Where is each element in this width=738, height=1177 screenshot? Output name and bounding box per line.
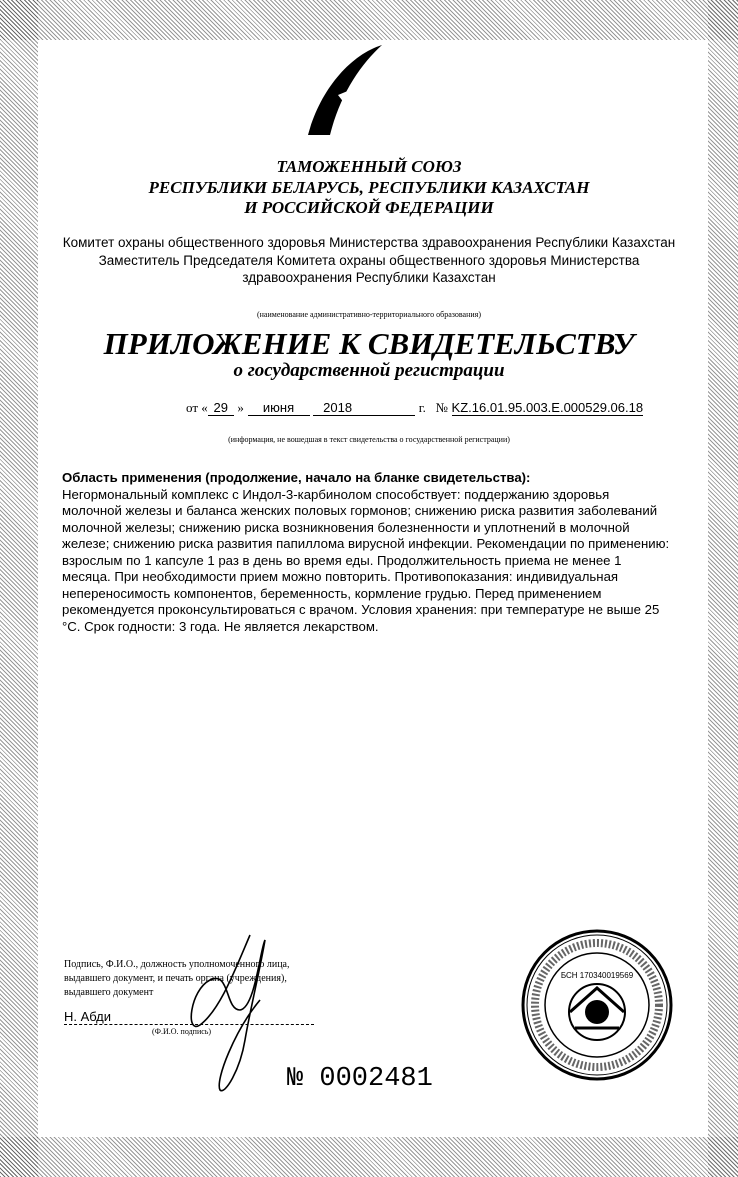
scope-heading: Область применения (продолжение, начало на бланке свидетельства): xyxy=(62,470,531,485)
scope-line: молочной железы и баланса женских половых гормонов; снижению риска развития заболеваний xyxy=(62,503,658,518)
authority-caption: (наименование административно-территориального образования) xyxy=(256,310,481,319)
scope-section xyxy=(62,470,722,635)
scope-line: рекомендуется проконсультироваться с врачом. Условия хранения: при температуре не выше 25 xyxy=(62,602,660,617)
guilloche-border-top xyxy=(0,0,738,40)
scope-line: непереносимость компонентов, беременность, кормление грудью. Перед применением xyxy=(62,585,602,601)
signature-caption: (Ф.И.О. подпись) xyxy=(152,1027,212,1036)
scope-line: железе; снижению риска развития папиллома вирусной инфекции. Рекомендации по применению: xyxy=(62,536,670,551)
svg-text:БСН 170340019569: БСН 170340019569 xyxy=(560,971,634,980)
guilloche-border-bottom xyxy=(0,1137,738,1177)
official-seal xyxy=(520,928,675,1083)
date-year: 2018 xyxy=(313,400,415,416)
scope-line: Негормональный комплекс с Индол-3-карбинолом способствует: поддержанию здоровья xyxy=(62,486,610,502)
scope-line: молочной железы; снижению риска возникновения болезненности и уплотнений в молочной xyxy=(62,519,630,535)
date-month: июня xyxy=(248,400,310,416)
registration-date-line xyxy=(186,400,643,416)
header-line: ТАМОЖЕННЫЙ СОЮЗ xyxy=(276,157,462,176)
authority-line: здравоохранения Республики Казахстан xyxy=(242,270,496,285)
issuing-authority xyxy=(0,234,738,287)
handwritten-signature xyxy=(180,930,270,1100)
signatory-name: Н. Абди xyxy=(64,1010,314,1025)
document-title: ПРИЛОЖЕНИЕ К СВИДЕТЕЛЬСТВУ xyxy=(103,326,635,361)
date-mid: » xyxy=(237,400,244,415)
scope-line: месяца. При необходимости прием можно повторить. Противопоказания: индивидуальная xyxy=(62,569,619,584)
document-subtitle: о государственной регистрации xyxy=(233,360,505,381)
authority-line: Комитет охраны общественного здоровья Министерства здравоохранения Республики Казахстан xyxy=(62,235,676,250)
signature-label-line: Подпись, Ф.И.О., должность уполномоченного лица, xyxy=(64,959,290,970)
authority-line: Заместитель Председателя Комитета охраны общественного здоровья Министерства xyxy=(98,252,640,268)
scope-line: °С. Срок годности: 3 года. Не является лекарством. xyxy=(62,618,379,634)
date-day: 29 xyxy=(208,400,234,416)
signature-label-line: выдавшего документ xyxy=(64,987,154,998)
scope-line: взрослым по 1 капсуле 1 раз в день во время еды. Продолжительность приема не менее 1 xyxy=(62,552,622,568)
customs-union-header xyxy=(0,157,738,219)
certificate-number: KZ.16.01.95.003.E.000529.06.18 xyxy=(451,400,644,415)
number-label: № xyxy=(435,400,448,415)
signature-label-line: выдавшего документ, и печать органа (учреждения), xyxy=(64,973,287,984)
customs-union-logo xyxy=(300,40,390,140)
header-line: И РОССИЙСКОЙ ФЕДЕРАЦИИ xyxy=(244,198,494,217)
header-line: РЕСПУБЛИКИ БЕЛАРУСЬ, РЕСПУБЛИКИ КАЗАХСТАН xyxy=(148,177,590,197)
date-year-suffix: г. xyxy=(418,400,426,415)
date-prefix: от « xyxy=(186,400,208,415)
form-serial-number: № 0002481 xyxy=(287,1064,433,1094)
date-caption: (информация, не вошедшая в текст свидетельства о государственной регистрации) xyxy=(228,435,510,444)
